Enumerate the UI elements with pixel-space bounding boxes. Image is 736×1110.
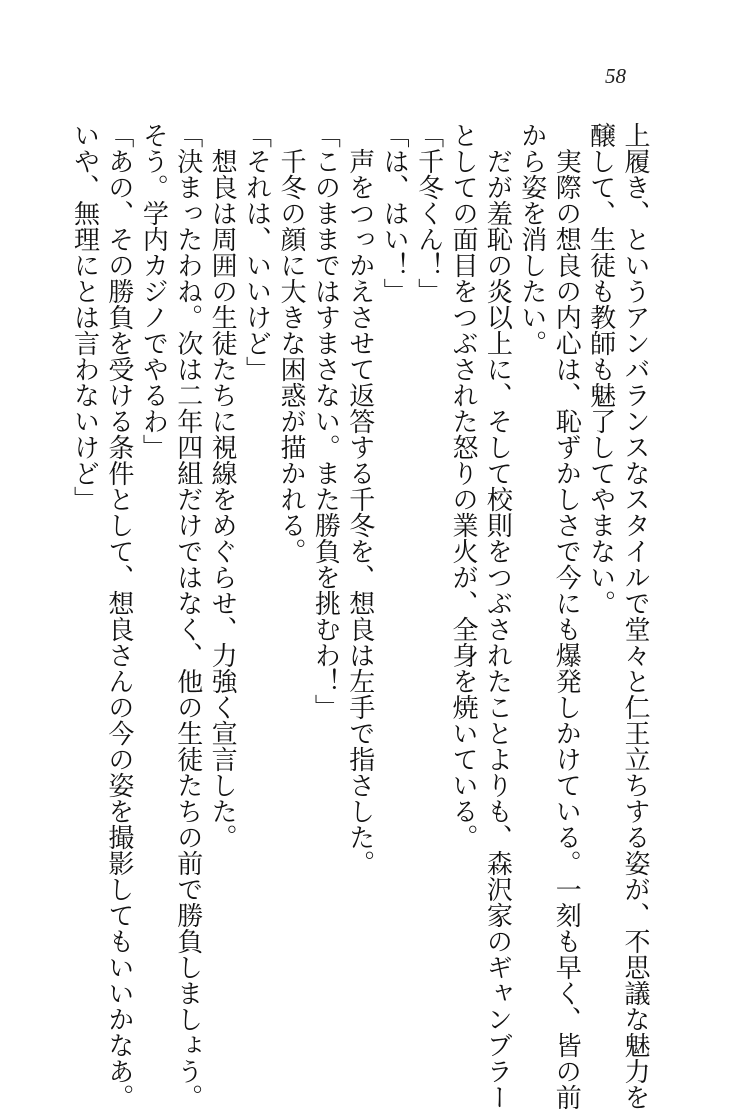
text-line: 「このままではすまさない。また勝負を挑むわ！」 <box>310 122 341 720</box>
text-line: そう。学内カジノでやるわ」 <box>138 122 169 460</box>
text-line: 上履き、というアンバランスなスタイルで堂々と仁王立ちする姿が、不思議な魅力を <box>620 122 650 1110</box>
text-line: 「決まったわね。次は二年四組だけではなく、他の生徒たちの前で勝負しましょう。 <box>172 122 203 1110</box>
body-text <box>69 122 652 1110</box>
text-line: としての面目をつぶされた怒りの業火が、全身を焼いている。 <box>447 122 478 850</box>
text-line: いや、無理にとは言わないけど」 <box>69 122 100 512</box>
text-line: 醸して、生徒も教師も魅了してやまない。 <box>585 122 616 616</box>
text-line: 千冬の顔に大きな困惑が描かれる。 <box>275 122 306 564</box>
text-line: 想良は周囲の生徒たちに視線をめぐらせ、力強く宣言した。 <box>207 122 238 850</box>
text-line: 声をつっかえさせて返答する千冬を、想良は左手で指さした。 <box>344 122 375 876</box>
text-line: 「それは、いいけど」 <box>241 122 272 382</box>
text-line: だが羞恥の炎以上に、そして校則をつぶされたことよりも、森沢家のギャンブラー <box>482 122 513 1110</box>
text-line: 「あの、その勝負を受ける条件として、想良さんの今の姿を撮影してもいいかなあ。 <box>103 122 134 1110</box>
page-number: 58 <box>605 64 626 88</box>
text-line: 「千冬くん！」 <box>413 122 444 304</box>
text-line: 実際の想良の内心は、恥ずかしさで今にも爆発しかけている。一刻も早く、皆の前 <box>551 122 582 1110</box>
text-line: から姿を消したい。 <box>516 122 547 356</box>
text-line: 「は、はい！」 <box>379 122 410 304</box>
